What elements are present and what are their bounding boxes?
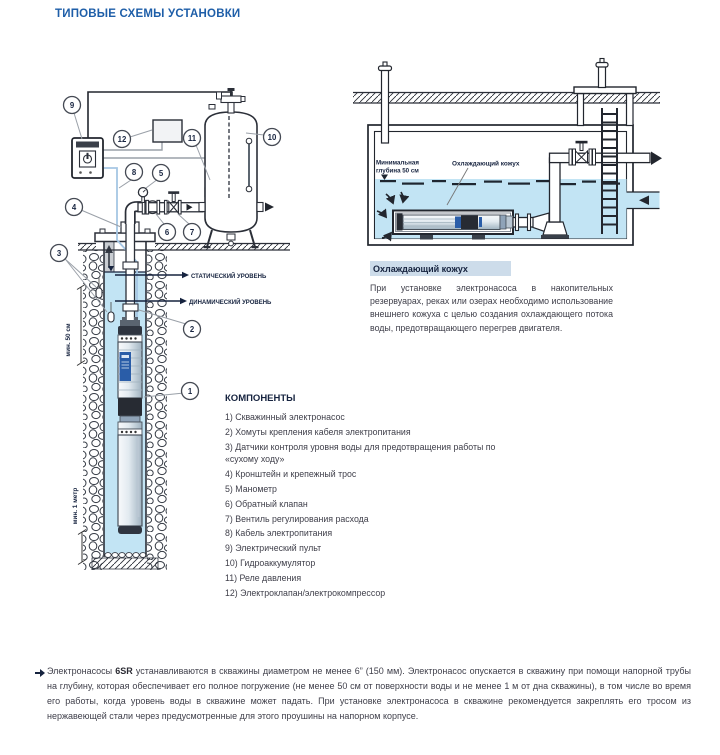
control-cable-relay [103, 142, 162, 150]
panel-logo [76, 142, 99, 148]
installation-note [47, 664, 691, 724]
callout-9 [64, 97, 81, 114]
wellhead [95, 222, 155, 242]
pump-cable-guard [118, 398, 142, 416]
callout-7 [184, 224, 201, 241]
component-item: 9) Электрический пульт [225, 543, 322, 554]
min-depth-label-line1: Минимальная [376, 159, 419, 167]
component-item: 7) Вентиль регулирования расхода [225, 513, 369, 524]
component-item: 10) Гидроаккумулятор [225, 558, 316, 569]
callout-5 [153, 165, 170, 182]
callout-8 [126, 164, 143, 181]
static-level-label: СТАТИЧЕСКИЙ УРОВЕНЬ [191, 273, 267, 280]
pressure-tank [199, 88, 274, 248]
min-50cm-label: мин. 50 см [65, 323, 72, 357]
component-item: 1) Скважинный электронасос [225, 412, 345, 422]
callout-4 [66, 199, 83, 216]
svg-text:3: 3 [56, 249, 62, 258]
tank-drain [227, 234, 235, 246]
note-lead: Электронасосы [47, 666, 116, 676]
component-item: 6) Обратный клапан [225, 498, 308, 509]
component-item: 11) Реле давления [225, 573, 302, 584]
callout-10 [264, 129, 281, 146]
component-item: 3) Датчики контроля уровня воды для предотвращения работы по «сухому ходу» [225, 441, 496, 464]
callout-12 [114, 131, 131, 148]
dynamic-level-label: ДИНАМИЧЕСКИЙ УРОВЕНЬ [189, 299, 272, 306]
svg-text:8: 8 [131, 168, 137, 177]
cooling-jacket-paragraph: При установке электронасоса в накопительных резервуарах, реках или озерах необходимо использование внешнего кожуха с целью создания охлаждающего потока воды, предотвращающего перегрев двигателя. [370, 283, 613, 333]
components-heading: КОМПОНЕНТЫ [225, 393, 296, 404]
svg-text:6: 6 [164, 228, 170, 237]
jacket-label: Охлаждающий кожух [452, 160, 520, 168]
component-item: 12) Электроклапан/электрокомпрессор [225, 588, 386, 599]
tank-outlet [257, 203, 263, 212]
arrow-bullet-icon [35, 669, 46, 677]
outflow-arrow [651, 152, 662, 166]
reservoir-diagram [353, 59, 662, 246]
component-item: 5) Манометр [225, 483, 277, 494]
min-depth-label-line2: глубина 50 см [376, 167, 419, 175]
outlet-arrow [265, 203, 274, 212]
components-list [225, 412, 525, 603]
callout-2 [184, 321, 201, 338]
access-shaft [574, 59, 636, 126]
callout-6 [159, 224, 176, 241]
callout-1 [182, 383, 199, 400]
component-item: 8) Кабель электропитания [225, 528, 333, 539]
solenoid-box [153, 120, 182, 142]
tank-inlet [199, 203, 205, 212]
inlet-channel [627, 192, 660, 209]
callout-11 [184, 130, 201, 147]
surface-piping [138, 188, 203, 214]
min-1m-label: мин. 1 метр [72, 487, 79, 525]
svg-text:10: 10 [267, 133, 277, 142]
svg-text:2: 2 [189, 325, 195, 334]
svg-text:12: 12 [117, 135, 127, 144]
svg-text:11: 11 [187, 134, 197, 143]
note-rest: устанавливаются в скважины диаметром не менее 6” (150 мм). Электронасос опускается в скважину при помощи напорной трубы на глубину, которая обеспечивает его полное погружение (не менее 50 см от поверхности воды и не менее 1 м от дна скважины), в том числе во время его работы, когда уровень воды в скважине может падать. При установке электронасоса в скважине рекомендуется закреплять его тросом из нержавеющей стали через предусмотренные для этого проушины на напорном корпусе. [47, 666, 692, 721]
callout-3 [51, 245, 68, 262]
svg-text:1: 1 [187, 387, 193, 396]
dimension-min-50cm [65, 285, 85, 366]
component-item: 2) Хомуты крепления кабеля электропитания [225, 426, 411, 437]
note-model: 6SR [115, 666, 133, 676]
svg-text:9: 9 [69, 101, 75, 110]
svg-text:7: 7 [189, 228, 195, 237]
cooling-jacket-heading: Охлаждающий кожух [370, 261, 511, 276]
svg-text:5: 5 [158, 169, 164, 178]
control-panel [72, 138, 103, 178]
page-title: ТИПОВЫЕ СХЕМЫ УСТАНОВКИ [55, 8, 241, 20]
submersible-pump [118, 317, 142, 534]
svg-text:4: 4 [71, 203, 77, 212]
component-item: 4) Кронштейн и крепежный трос [225, 468, 357, 479]
